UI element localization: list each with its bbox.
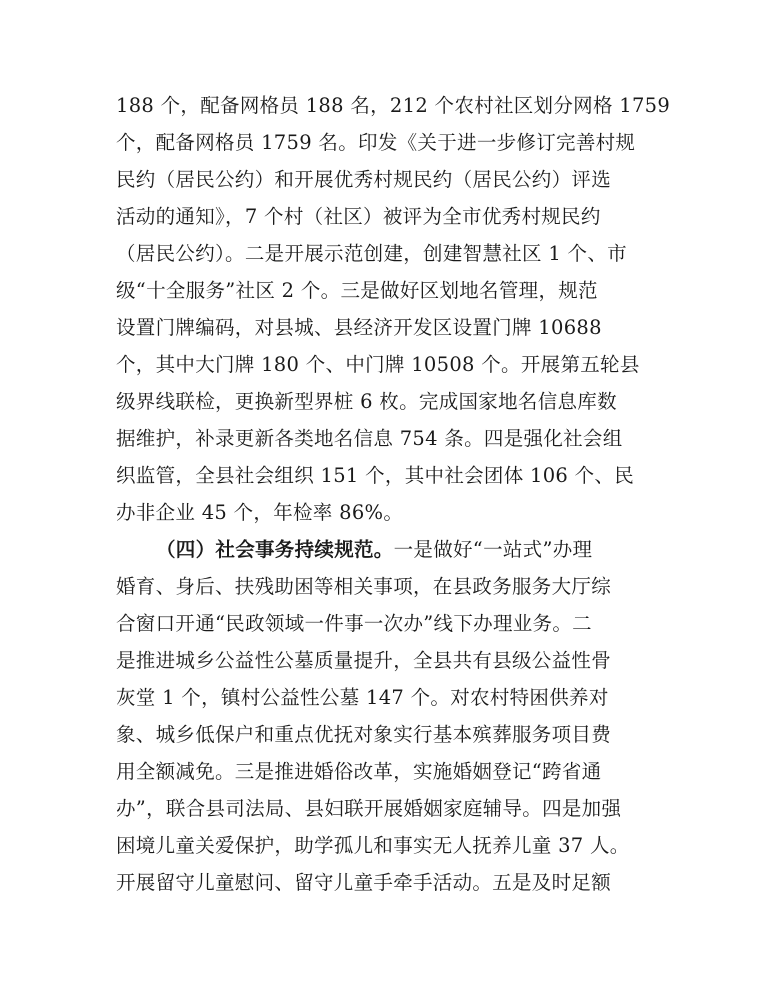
paragraph-line: （居民公约）。二是开展示范创建，创建智慧社区 1 个、市 — [116, 242, 627, 265]
paragraph-line: 级“十全服务”社区 2 个。三是做好区划地名管理，规范 — [116, 279, 598, 302]
paragraph-line: 188 个，配备网格员 188 名，212 个农村社区划分网格 1759 — [116, 94, 671, 117]
paragraph-line: 困境儿童关爱保护，助学孤儿和事实无人抚养儿童 37 人。 — [116, 834, 630, 857]
paragraph-line: 开展留守儿童慰问、留守儿童手牵手活动。五是及时足额 — [116, 871, 612, 894]
paragraph-line: 是推进城乡公益性公墓质量提升，全县共有县级公益性骨 — [116, 649, 612, 672]
paragraph-line: 设置门牌编码，对县城、县经济开发区设置门牌 10688 — [116, 316, 602, 339]
section-4-first-line-text: 一是做好“一站式”办理 — [393, 538, 593, 561]
paragraph-line: 办非企业 45 个，年检率 86%。 — [116, 501, 404, 524]
paragraph-line: 用全额减免。三是推进婚俗改革，实施婚姻登记“跨省通 — [116, 760, 602, 783]
paragraph-line: 个，其中大门牌 180 个、中门牌 10508 个。开展第五轮县 — [116, 353, 640, 376]
paragraph-line: 象、城乡低保户和重点优抚对象实行基本殡葬服务项目费 — [116, 723, 612, 746]
paragraph-line: 织监管，全县社会组织 151 个，其中社会团体 106 个、民 — [116, 464, 635, 487]
paragraph-line: 活动的通知》，7 个村（社区）被评为全市优秀村规民约 — [116, 205, 601, 228]
paragraph-line: 合窗口开通“民政领域一件事一次办”线下办理业务。二 — [116, 612, 592, 635]
paragraph-line: 民约（居民公约）和开展优秀村规民约（居民公约）评选 — [116, 168, 612, 191]
section-4-first-line — [156, 532, 716, 568]
paragraph-line: 婚育、身后、扶残助困等相关事项，在县政务服务大厅综 — [116, 575, 612, 598]
paragraph-line: 个，配备网格员 1759 名。印发《关于进一步修订完善村规 — [116, 131, 636, 154]
section-4-heading: （四）社会事务持续规范。 — [156, 538, 394, 561]
paragraph-line: 办”，联合县司法局、县妇联开展婚姻家庭辅导。四是加强 — [116, 797, 622, 820]
paragraph-line: 级界线联检，更换新型界桩 6 枚。完成国家地名信息库数 — [116, 390, 617, 413]
paragraph-line: 据维护，补录更新各类地名信息 754 条。四是强化社会组 — [116, 427, 623, 450]
paragraph-line: 灰堂 1 个，镇村公益性公墓 147 个。对农村特困供养对 — [116, 686, 609, 709]
